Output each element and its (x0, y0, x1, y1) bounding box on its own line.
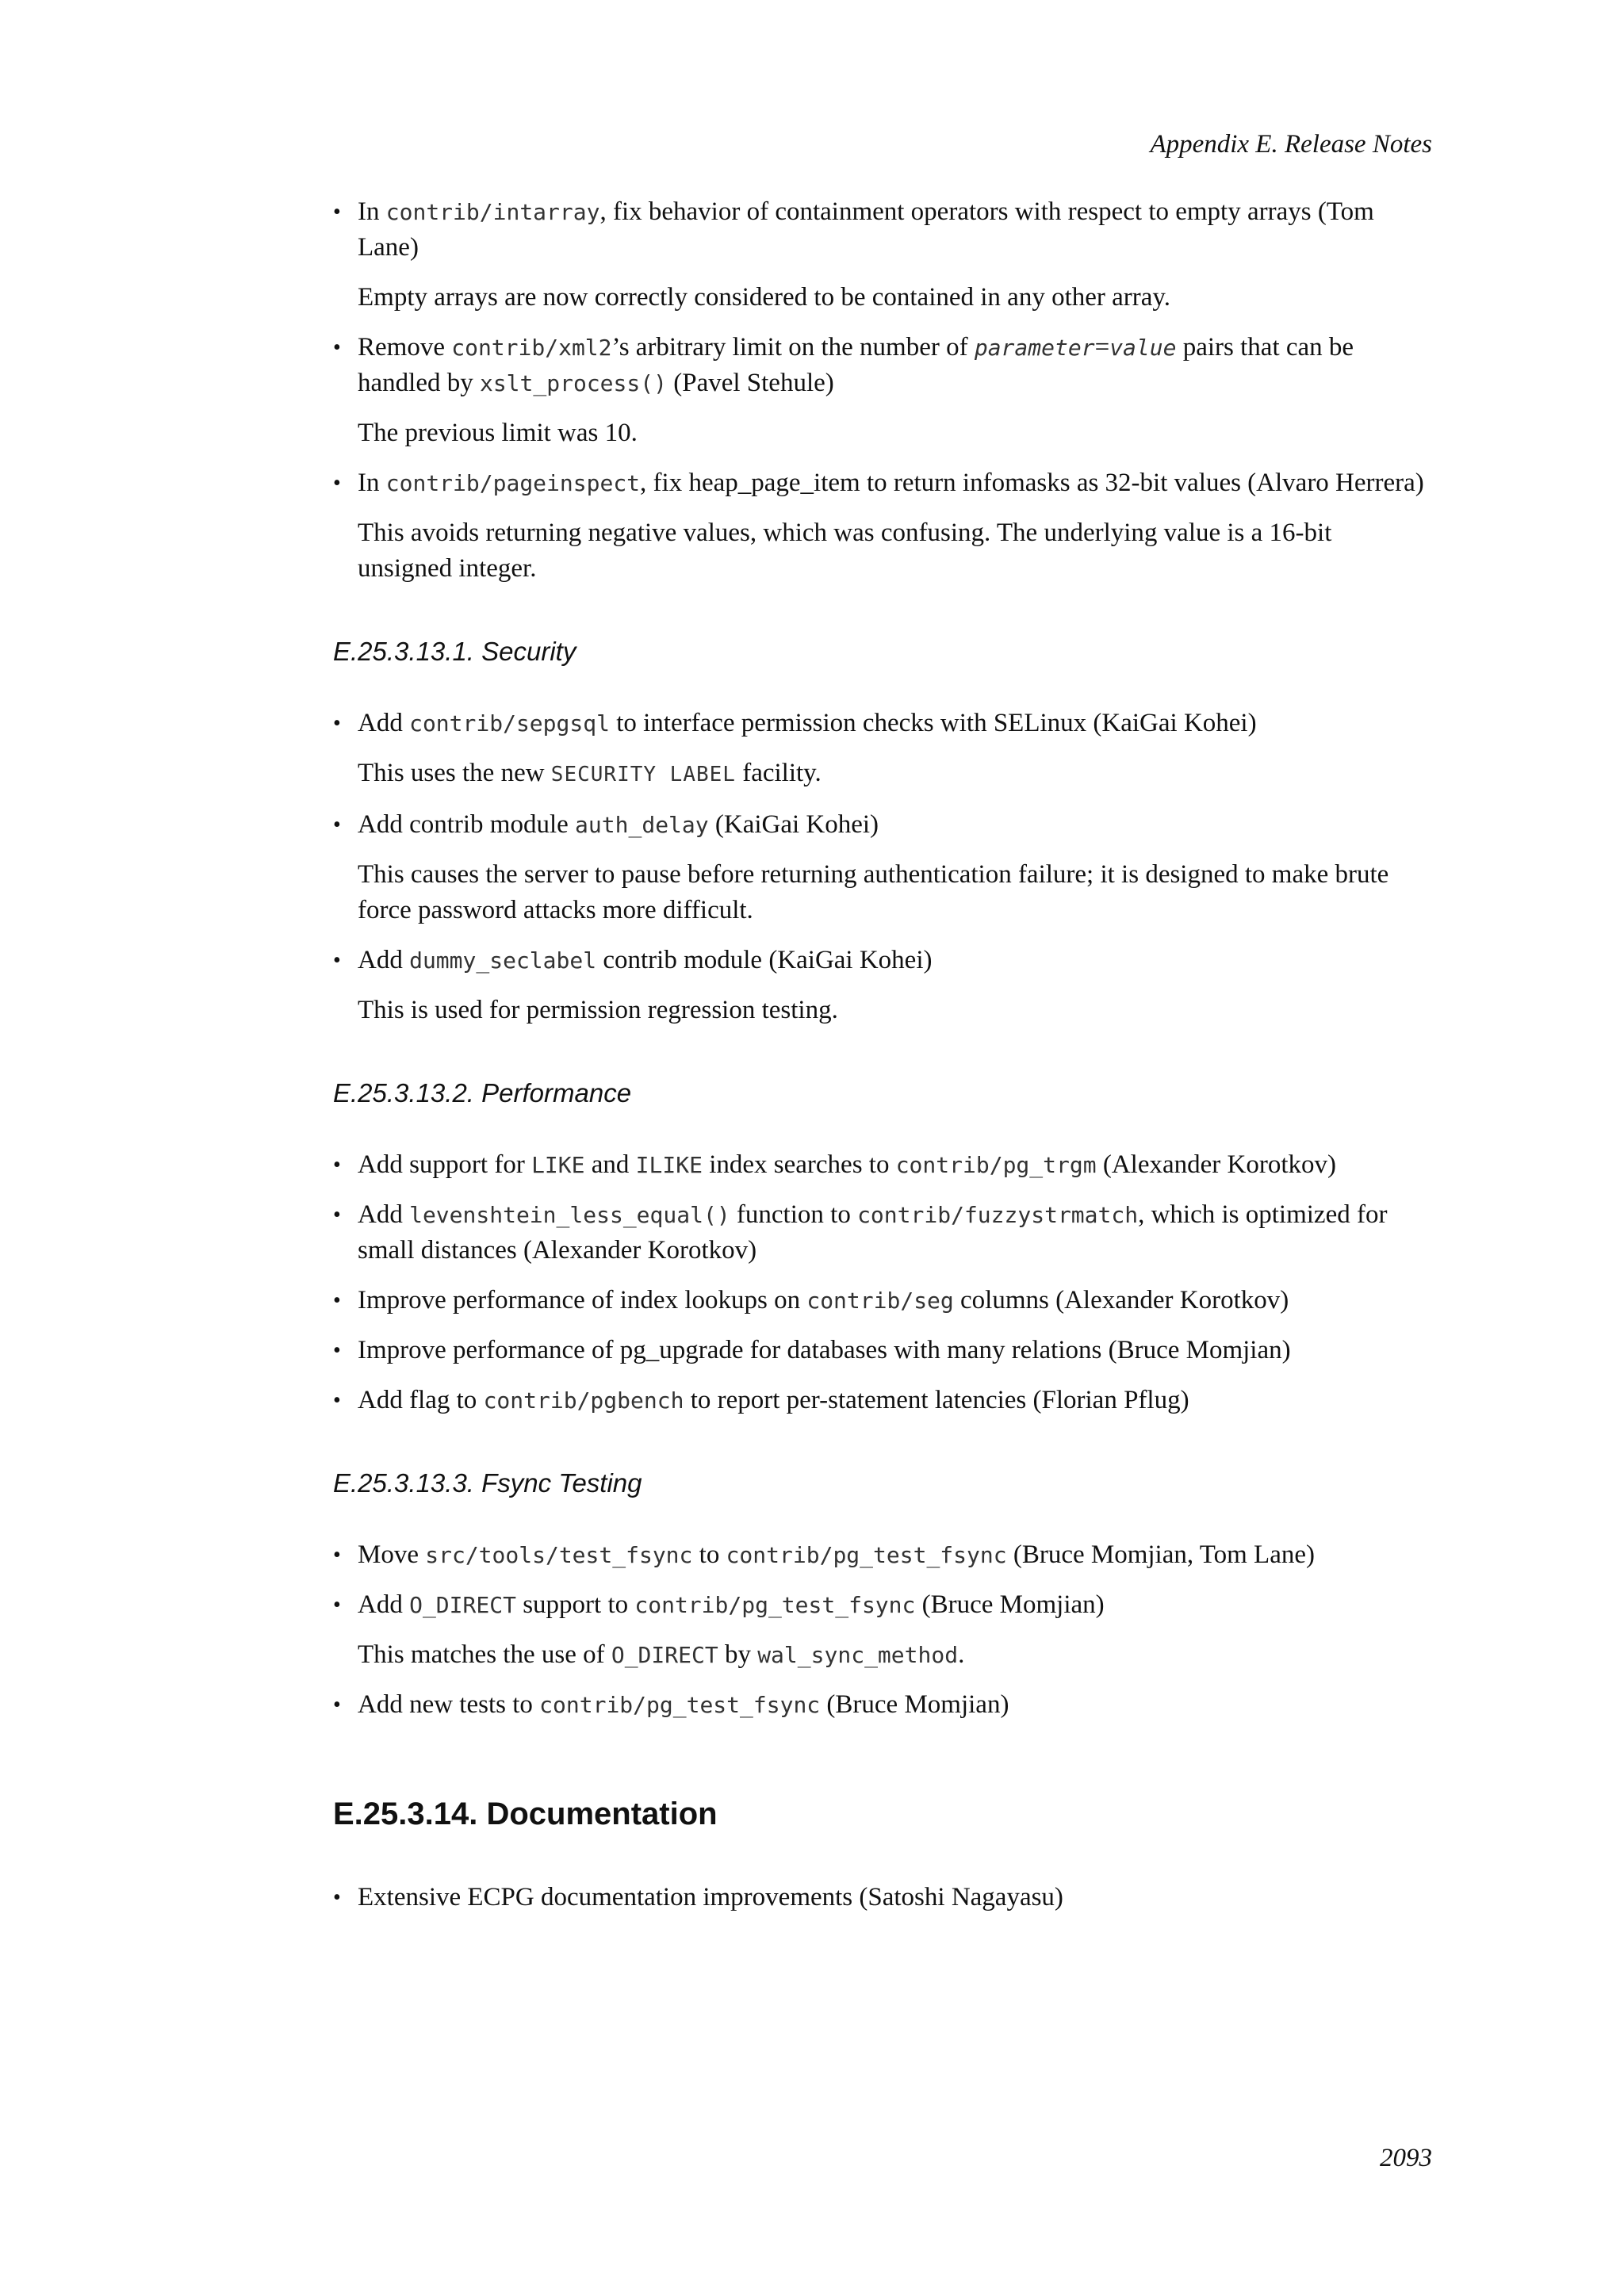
list-item: • Remove contrib/xml2’s arbitrary limit on the number of parameter=value pairs that can be handled by xslt_process() (Pavel Stehule) (333, 330, 1432, 401)
bullet-icon: • (333, 1338, 341, 1363)
list-item: • In contrib/intarray, fix behavior of containment operators with respect to empty arrays (Tom Lane) (333, 194, 1432, 266)
code-literal: wal_sync_method (757, 1642, 959, 1668)
bullet-icon: • (333, 1288, 341, 1313)
list-item: • Extensive ECPG documentation improvements (Satoshi Nagayasu) (333, 1880, 1432, 1915)
section-heading-security: E.25.3.13.1. Security (333, 637, 576, 666)
code-literal: contrib/sepgsql (409, 710, 610, 737)
code-literal: SECURITY LABEL (550, 763, 736, 786)
code-literal: contrib/pg_test_fsync (634, 1592, 916, 1618)
item-note: This uses the new SECURITY LABEL facility. (358, 759, 822, 787)
code-literal: contrib/fuzzystrmatch (857, 1202, 1139, 1228)
bullet-icon: • (333, 948, 341, 973)
bullet-icon: • (333, 1593, 341, 1617)
list-item: • Add support for LIKE and ILIKE index searches to contrib/pg_trgm (Alexander Korotkov) (333, 1147, 1432, 1183)
section-heading-fsync-testing: E.25.3.13.3. Fsync Testing (333, 1468, 642, 1498)
code-literal: levenshtein_less_equal() (409, 1202, 730, 1228)
code-literal: O_DIRECT (409, 1592, 516, 1618)
code-literal: O_DIRECT (611, 1642, 718, 1668)
item-note: This matches the use of O_DIRECT by wal_sync_method. (358, 1640, 965, 1669)
item-note: Empty arrays are now correctly considered to be contained in any other array. (358, 283, 1171, 312)
bullet-icon: • (333, 813, 341, 837)
bullet-icon: • (333, 1203, 341, 1227)
bullet-icon: • (333, 1885, 341, 1910)
running-header: Appendix E. Release Notes (1150, 130, 1432, 159)
code-literal: auth_delay (575, 812, 709, 838)
code-parameter: parameter (974, 335, 1095, 361)
item-note: This is used for permission regression testing. (358, 996, 838, 1024)
list-item: • Add contrib module auth_delay (KaiGai Kohei) (333, 807, 1432, 843)
list-item: • Add flag to contrib/pgbench to report per-statement latencies (Florian Pflug) (333, 1383, 1432, 1418)
code-literal: contrib/intarray (385, 199, 600, 225)
code-literal: src/tools/test_fsync (425, 1542, 693, 1568)
bullet-icon: • (333, 1543, 341, 1567)
list-item: • Move src/tools/test_fsync to contrib/pg_test_fsync (Bruce Momjian, Tom Lane) (333, 1537, 1432, 1573)
section-heading-documentation: E.25.3.14. Documentation (333, 1797, 718, 1831)
item-note: The previous limit was 10. (358, 419, 638, 447)
code-value: value (1109, 335, 1177, 361)
section-heading-performance: E.25.3.13.2. Performance (333, 1078, 632, 1108)
list-item: • Add new tests to contrib/pg_test_fsync (Bruce Momjian) (333, 1687, 1432, 1723)
list-item: • Improve performance of pg_upgrade for databases with many relations (Bruce Momjian) (333, 1333, 1432, 1368)
page-content (333, 194, 1432, 1930)
list-item: • Add dummy_seclabel contrib module (KaiGai Kohei) (333, 943, 1432, 978)
bullet-icon: • (333, 335, 341, 360)
code-literal: LIKE (531, 1152, 585, 1178)
code-literal: contrib/pg_test_fsync (539, 1692, 821, 1718)
page-number: 2093 (1380, 2144, 1432, 2172)
code-literal: dummy_seclabel (409, 947, 597, 974)
code-literal: ILIKE (635, 1152, 703, 1178)
bullet-icon: • (333, 1388, 341, 1413)
bullet-icon: • (333, 200, 341, 224)
code-literal: contrib/pageinspect (385, 470, 641, 496)
bullet-icon: • (333, 1153, 341, 1177)
code-literal: contrib/seg (806, 1288, 954, 1314)
list-item: • Add contrib/sepgsql to interface permission checks with SELinux (KaiGai Kohei) (333, 706, 1432, 741)
bullet-icon: • (333, 1693, 341, 1717)
list-item: • Improve performance of index lookups on contrib/seg columns (Alexander Korotkov) (333, 1283, 1432, 1318)
code-literal: contrib/pg_test_fsync (726, 1542, 1007, 1568)
item-note: This avoids returning negative values, which was confusing. The underlying value is a 16-bit unsigned integer. (358, 519, 1332, 583)
code-literal: contrib/xml2 (451, 335, 612, 361)
list-item: • In contrib/pageinspect, fix heap_page_item to return infomasks as 32-bit values (Alvaro Herrera) (333, 465, 1432, 501)
code-literal: contrib/pg_trgm (895, 1152, 1097, 1178)
code-literal: xslt_process() (479, 370, 667, 396)
item-note: This causes the server to pause before returning authentication failure; it is designed to make brute force password attacks more difficult. (358, 860, 1389, 924)
code-literal: contrib/pgbench (483, 1387, 684, 1414)
list-item: • Add levenshtein_less_equal() function to contrib/fuzzystrmatch, which is optimized for small distances (Alexander Korotkov) (333, 1197, 1432, 1269)
bullet-icon: • (333, 711, 341, 736)
list-item: • Add O_DIRECT support to contrib/pg_test_fsync (Bruce Momjian) (333, 1587, 1432, 1623)
bullet-icon: • (333, 471, 341, 496)
